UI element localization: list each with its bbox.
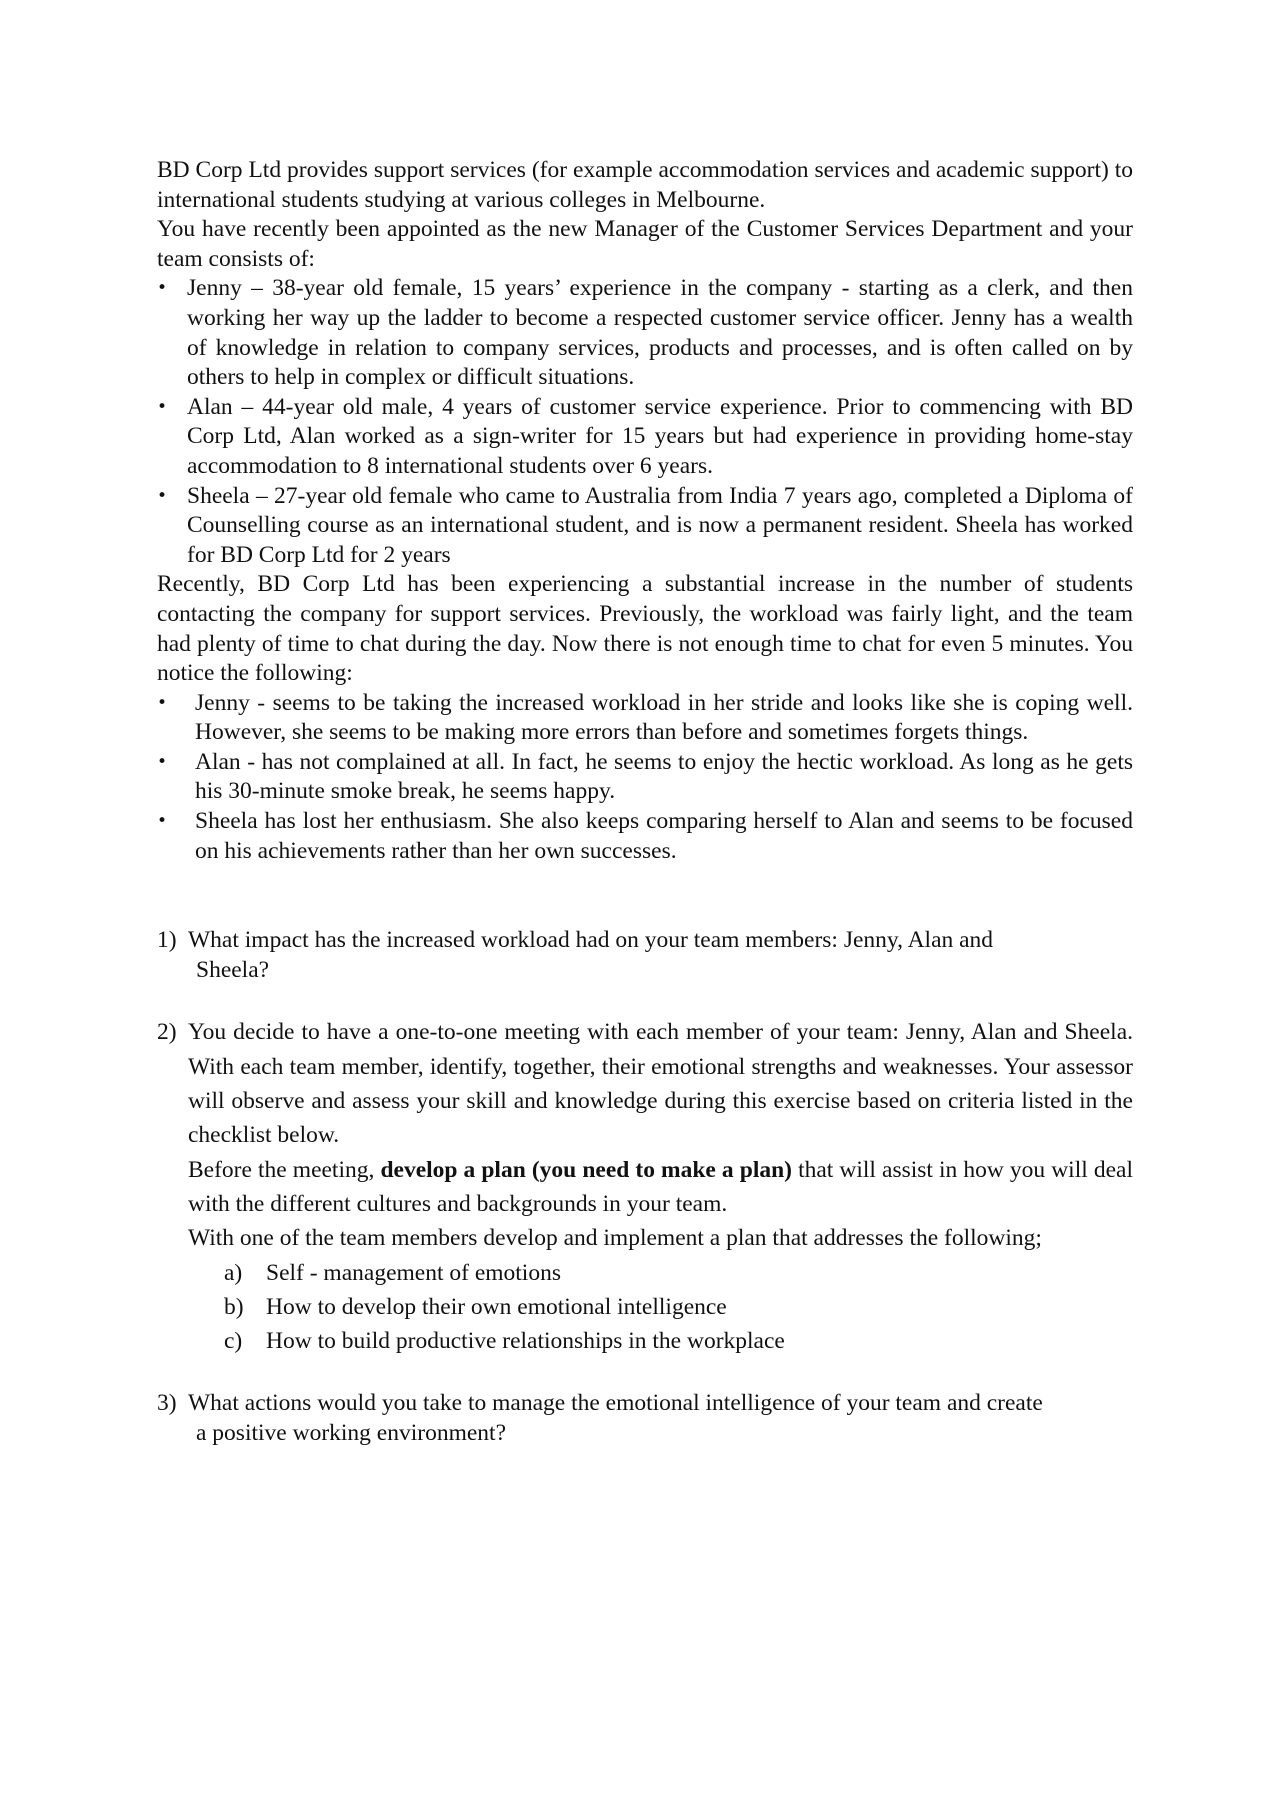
list-item — [157, 689, 1133, 748]
team-member-alan: Alan – 44-year old male, 4 years of customer service experience. Prior to commencing with BD Corp Ltd, Alan worked as a sign-writer for 15 years but had experience in providing home-stay accommodation to 8 international students over 6 years. — [187, 393, 1133, 479]
intro-paragraph: BD Corp Ltd provides support services (for example accommodation services and academic support) to international students studying at various colleges in Melbourne. — [157, 157, 1133, 213]
observation-sheela: Sheela has lost her enthusiasm. She also keeps comparing herself to Alan and seems to be focused on his achievements rather than her own successes. — [195, 808, 1133, 864]
list-item — [157, 482, 1133, 571]
bullet-icon: • — [157, 811, 168, 832]
team-member-sheela: Sheela – 27-year old female who came to Australia from India 7 years ago, completed a Diploma of Counselling course as an international student, and is now a permanent resident. Sheela has worked for BD Corp Ltd for 2 years — [187, 482, 1133, 568]
item-text: How to develop their own emotional intelligence — [266, 1293, 727, 1320]
question-number: 2) — [157, 1019, 177, 1046]
item-letter: b) — [224, 1293, 244, 1320]
list-item — [224, 1290, 1133, 1324]
situation-paragraph: Recently, BD Corp Ltd has been experiencing a substantial increase in the number of students contacting the company for support services. Previously, the workload was fairly light, and the team had plenty of time to chat during the day. Now there is not enough time to chat for even 5 minutes. You notice the following: — [157, 571, 1133, 687]
question-1 — [157, 926, 1133, 985]
question-3 — [157, 1389, 1133, 1448]
question-2 — [157, 1015, 1133, 1358]
question-3-line-1: What actions would you take to manage the emotional intelligence of your team and create — [188, 1390, 1043, 1417]
list-item — [224, 1256, 1133, 1290]
list-item — [157, 393, 1133, 482]
observations-list — [157, 689, 1133, 867]
observation-alan: Alan - has not complained at all. In fact, he seems to enjoy the hectic workload. As long as he gets his 30-minute smoke break, he seems happy. — [195, 748, 1133, 805]
question-2-sublist — [188, 1256, 1133, 1359]
appointment-paragraph: You have recently been appointed as the new Manager of the Customer Services Department and your team consists of: — [157, 216, 1133, 272]
bullet-icon: • — [157, 396, 168, 417]
question-2-paragraph-3: With one of the team members develop and implement a plan that addresses the following; — [188, 1225, 1042, 1252]
question-2-paragraph-1: You decide to have a one-to-one meeting with each member of your team: Jenny, Alan and Sheela. With each team member, identify, together, their emotional strengths and weaknesses. Your assessor will observe and assess your skill and knowledge during this exercise based on criteria listed in the checklist below. — [188, 1019, 1133, 1149]
list-item — [224, 1324, 1133, 1358]
item-text: Self - management of emotions — [266, 1259, 561, 1286]
question-number: 1) — [157, 927, 177, 954]
question-1-line-1: What impact has the increased workload had on your team members: Jenny, Alan and — [188, 927, 994, 954]
question-number: 3) — [157, 1390, 177, 1417]
document-body — [157, 156, 1133, 1449]
item-text: How to build productive relationships in the workplace — [266, 1328, 785, 1355]
team-member-jenny: Jenny – 38-year old female, 15 years’ experience in the company - starting as a clerk, and then working her way up the ladder to become a respected customer service officer. Jenny has a wealth of knowledge in relation to company services, products and processes, and is often called on by others to help in complex or difficult situations. — [187, 275, 1133, 391]
list-item — [157, 807, 1133, 866]
bullet-icon: • — [157, 692, 168, 713]
item-letter: c) — [224, 1328, 243, 1355]
bullet-icon: • — [157, 751, 168, 772]
item-letter: a) — [224, 1259, 243, 1286]
bullet-icon: • — [157, 278, 168, 299]
team-list — [157, 274, 1133, 570]
observation-jenny: Jenny - seems to be taking the increased workload in her stride and looks like she is coping well. However, she seems to be making more errors than before and sometimes forgets things. — [195, 689, 1133, 746]
question-1-line-2: Sheela? — [196, 956, 270, 983]
bullet-icon: • — [157, 485, 168, 506]
list-item — [157, 274, 1133, 392]
emphasis-text: develop a plan (you need to make a plan) — [380, 1156, 792, 1183]
question-2-paragraph-2: Before the meeting, develop a plan (you need to make a plan) that will assist in how you will deal with the different cultures and backgrounds in your team. — [188, 1156, 1133, 1217]
list-item — [157, 748, 1133, 807]
question-3-line-2: a positive working environment? — [196, 1420, 506, 1446]
